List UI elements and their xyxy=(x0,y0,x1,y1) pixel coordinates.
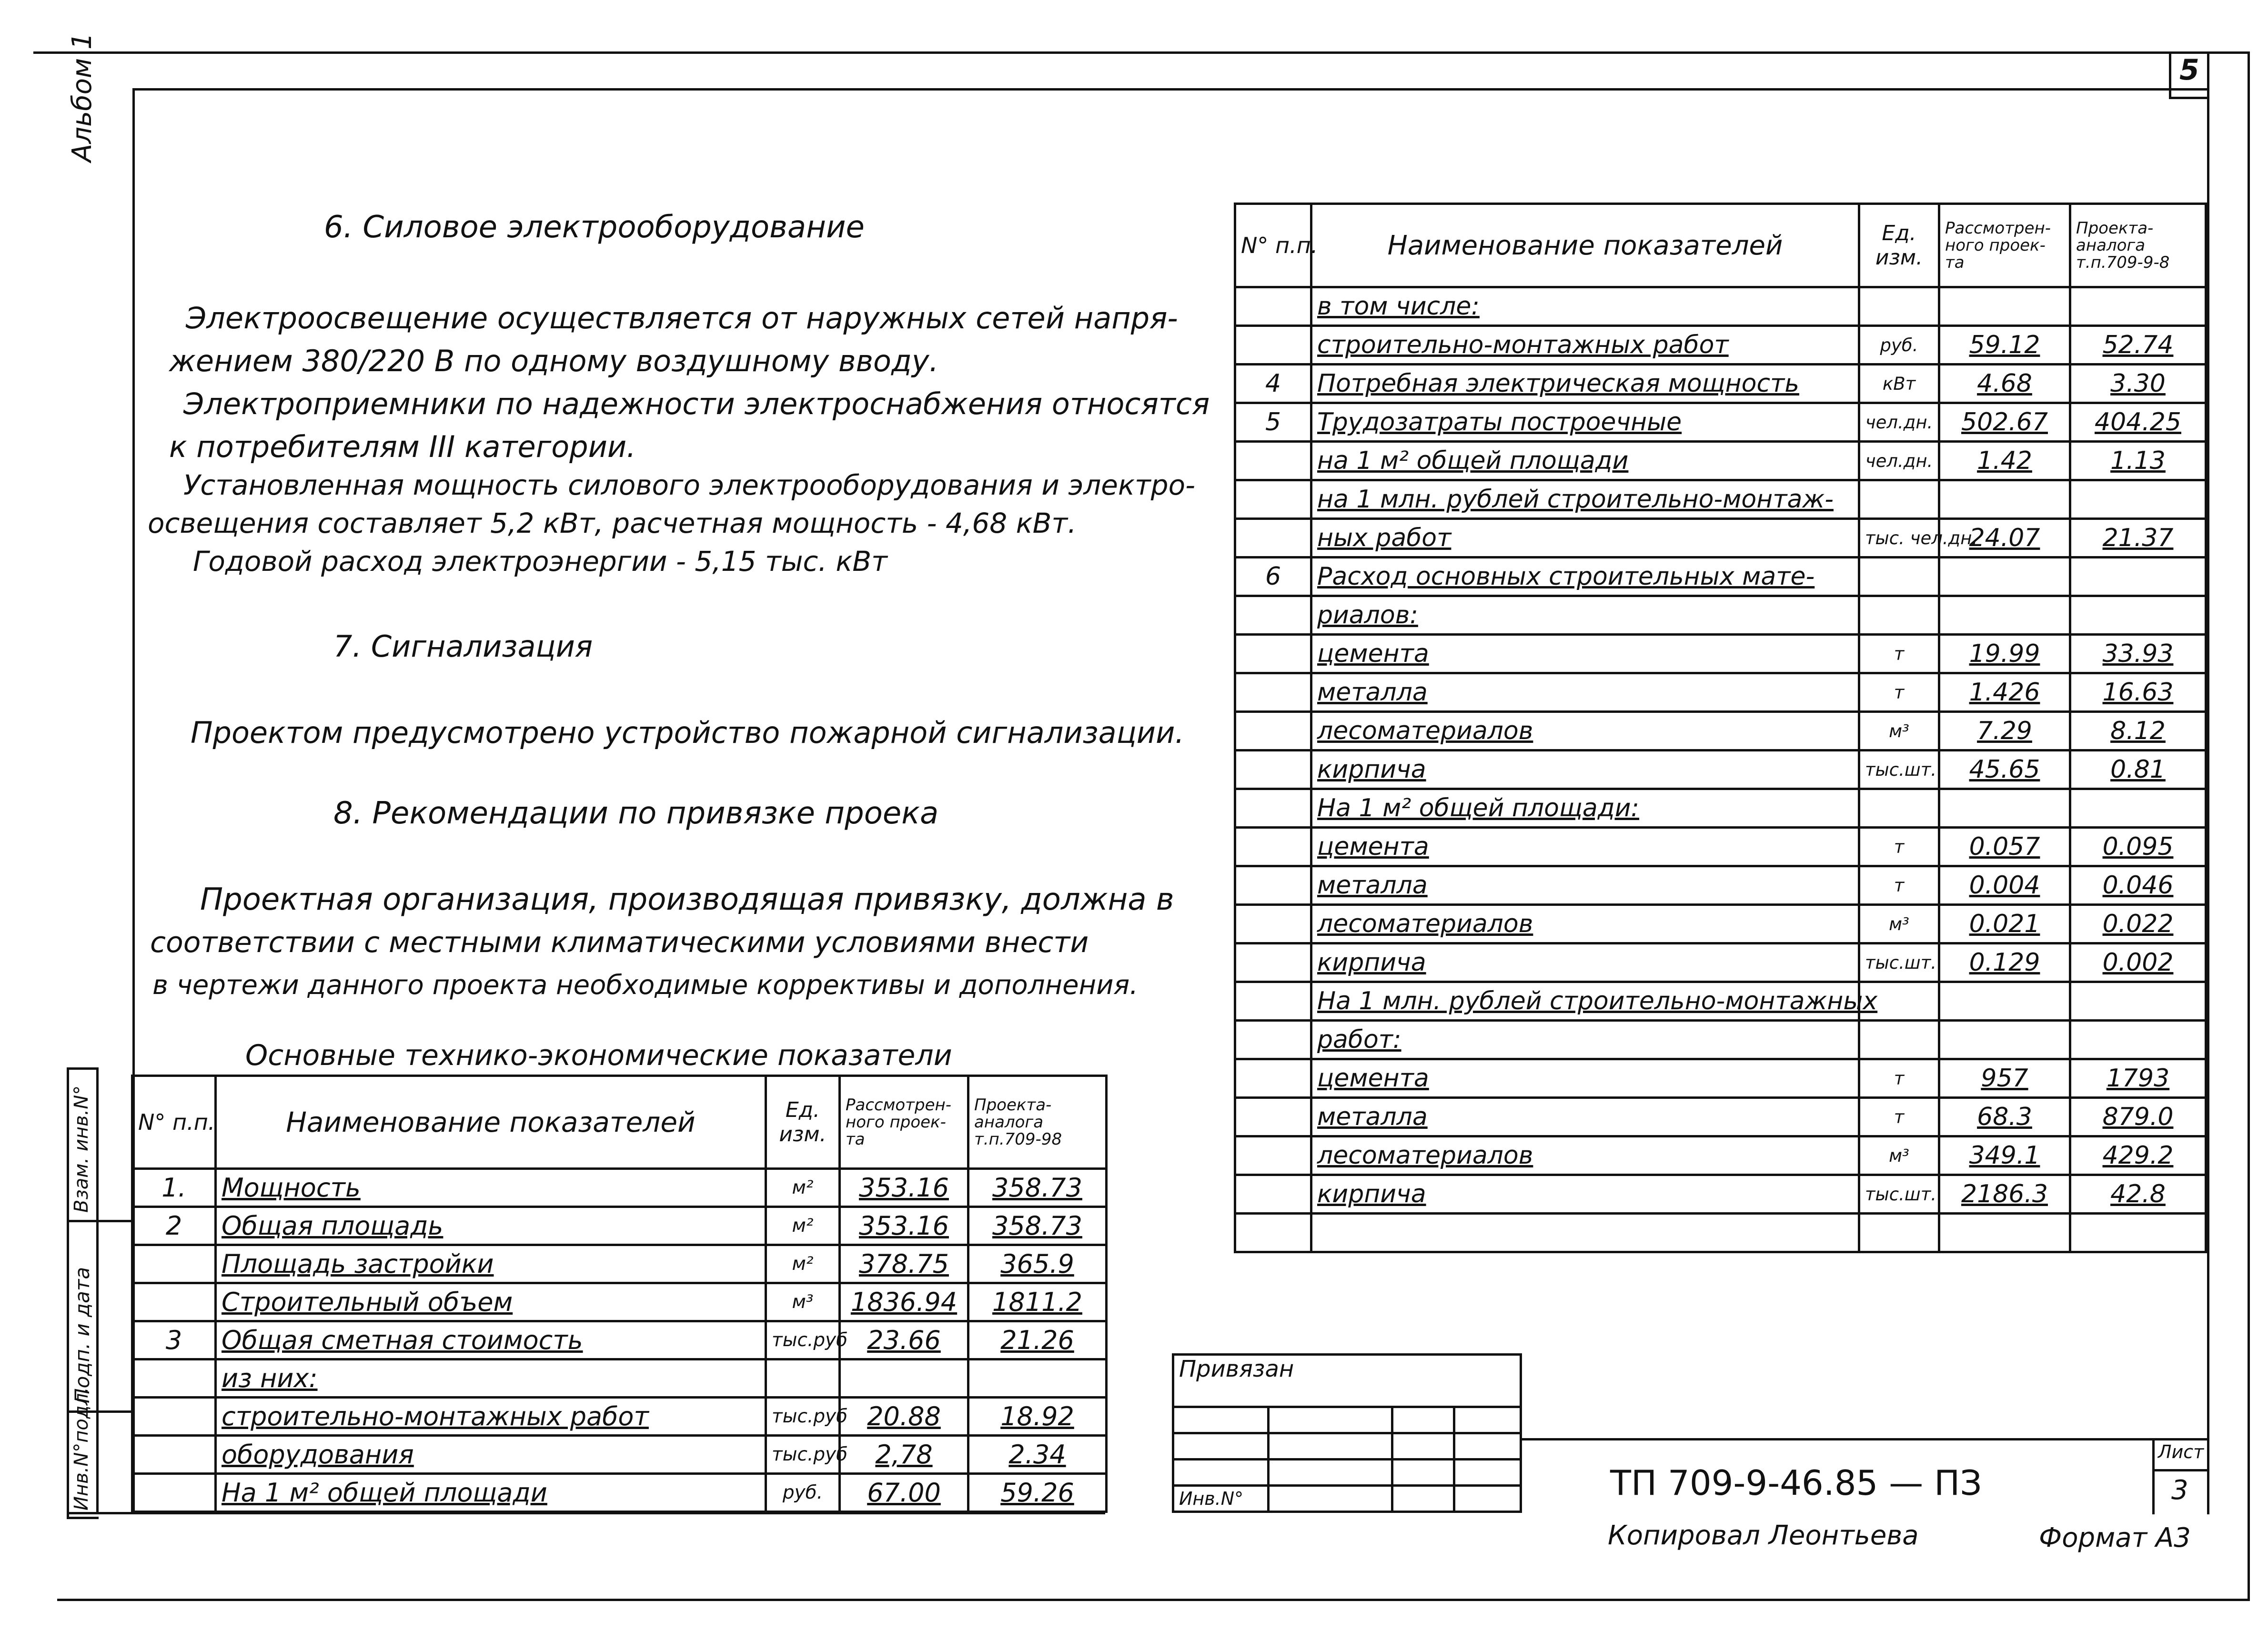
cell-unit: тыс.шт. xyxy=(1859,751,1939,789)
cell-name: лесоматериалов xyxy=(1311,1136,1859,1175)
table-row xyxy=(1235,519,2206,558)
cell-name: лесоматериалов xyxy=(1311,712,1859,751)
cell-num: 5 xyxy=(1235,403,1311,442)
side-label: Альбом 1 xyxy=(67,32,98,162)
cell-analog: 365.9 xyxy=(968,1245,1107,1283)
section6-line-2: жением 380/220 В по одному воздушному вводу. xyxy=(169,344,939,378)
cell-analog: 1.13 xyxy=(2070,442,2206,480)
cell-unit: м³ xyxy=(1859,1136,1939,1175)
cell-unit: тыс.руб xyxy=(766,1398,840,1436)
inner-top-border xyxy=(132,88,2209,91)
section6-line-4: к потребителям III категории. xyxy=(169,429,636,464)
sheet-number: 3 xyxy=(2171,1475,2188,1506)
cell-considered: 4.68 xyxy=(1939,365,2070,403)
cell-unit: тыс.шт. xyxy=(1859,1175,1939,1214)
cell-name: цемента xyxy=(1311,1059,1859,1098)
header-unit: Ед. изм. xyxy=(766,1076,840,1169)
cell-num xyxy=(1235,789,1311,828)
section7-text: Проектом предусмотрено устройство пожарной сигнализации. xyxy=(191,715,1185,750)
cell-num: 2 xyxy=(132,1207,216,1245)
cell-analog: 0.81 xyxy=(2070,751,2206,789)
cell-analog: 0.002 xyxy=(2070,943,2206,982)
cell-analog: 429.2 xyxy=(2070,1136,2206,1175)
inner-right-border xyxy=(2207,52,2209,1514)
cell-num xyxy=(1235,1175,1311,1214)
cell-name: Трудозатраты построечные xyxy=(1311,403,1859,442)
cell-considered: 957 xyxy=(1939,1059,2070,1098)
cell-considered: 502.67 xyxy=(1939,403,2070,442)
cell-num xyxy=(1235,480,1311,519)
cell-unit xyxy=(766,1359,840,1398)
cell-analog xyxy=(2070,596,2206,635)
cell-analog: 21.26 xyxy=(968,1321,1107,1359)
cell-unit: т xyxy=(1859,828,1939,866)
cell-analog: 2.34 xyxy=(968,1436,1107,1474)
cell-name: Потребная электрическая мощность xyxy=(1311,365,1859,403)
cell-analog: 1811.2 xyxy=(968,1283,1107,1321)
side-stamp-divider xyxy=(96,1067,99,1514)
section8-heading: 8. Рекомендации по привязке проека xyxy=(333,796,939,831)
table-row xyxy=(1235,673,2206,712)
table-row xyxy=(1235,905,2206,943)
table-row xyxy=(1235,943,2206,982)
cell-considered: 0.021 xyxy=(1939,905,2070,943)
cell-unit: чел.дн. xyxy=(1859,403,1939,442)
cell-num xyxy=(1235,905,1311,943)
cell-analog: 0.022 xyxy=(2070,905,2206,943)
cell-analog: 8.12 xyxy=(2070,712,2206,751)
cell-name: Мощность xyxy=(216,1169,766,1207)
cell-name: Расход основных строительных мате- xyxy=(1311,558,1859,596)
left-table-header xyxy=(132,1076,1107,1169)
table-row xyxy=(1235,1021,2206,1059)
cell-unit xyxy=(1859,1021,1939,1059)
cell-considered: 45.65 xyxy=(1939,751,2070,789)
cell-name: кирпича xyxy=(1311,1175,1859,1214)
table-row xyxy=(1235,442,2206,480)
cell-considered xyxy=(1939,1214,2070,1252)
cell-num xyxy=(132,1398,216,1436)
cell-analog: 0.046 xyxy=(2070,866,2206,905)
cell-considered: 67.00 xyxy=(840,1474,968,1512)
cell-num xyxy=(1235,1059,1311,1098)
table-row xyxy=(132,1398,1107,1436)
side-stamp-label-replace: Взам. инв.N° xyxy=(71,1085,92,1213)
table-row xyxy=(1235,403,2206,442)
side-stamp-label-sign: Подп. и дата xyxy=(71,1267,94,1403)
cell-num xyxy=(1235,828,1311,866)
cell-unit: т xyxy=(1859,1098,1939,1136)
cell-num xyxy=(1235,287,1311,326)
cell-unit: т xyxy=(1859,635,1939,673)
cell-num xyxy=(1235,712,1311,751)
cell-analog: 358.73 xyxy=(968,1169,1107,1207)
cell-num xyxy=(132,1245,216,1283)
frame-bottom xyxy=(57,1599,2250,1601)
cell-considered: 0.004 xyxy=(1939,866,2070,905)
cell-unit: руб. xyxy=(766,1474,840,1512)
cell-considered: 23.66 xyxy=(840,1321,968,1359)
cell-unit xyxy=(1859,480,1939,519)
cell-name: цемента xyxy=(1311,635,1859,673)
cell-unit: м² xyxy=(766,1207,840,1245)
table-row xyxy=(132,1283,1107,1321)
table-row xyxy=(1235,1214,2206,1252)
frame-top xyxy=(33,51,2248,54)
sheet-label: Лист xyxy=(2158,1441,2204,1462)
cell-name: строительно-монтажных работ xyxy=(1311,326,1859,365)
cell-unit: руб. xyxy=(1859,326,1939,365)
table-row xyxy=(1235,480,2206,519)
cell-name: Общая площадь xyxy=(216,1207,766,1245)
cell-considered: 349.1 xyxy=(1939,1136,2070,1175)
cell-num xyxy=(1235,1021,1311,1059)
cell-unit: м³ xyxy=(1859,712,1939,751)
table-row xyxy=(1235,712,2206,751)
table-row xyxy=(1235,287,2206,326)
table-row xyxy=(1235,558,2206,596)
cell-analog: 3.30 xyxy=(2070,365,2206,403)
cell-name: Площадь застройки xyxy=(216,1245,766,1283)
cell-considered: 19.99 xyxy=(1939,635,2070,673)
cell-unit: кВт xyxy=(1859,365,1939,403)
section8-line-2: соответствии с местными климатическими условиями внести xyxy=(150,926,1089,959)
cell-considered: 24.07 xyxy=(1939,519,2070,558)
inv-no-label: Инв.N° xyxy=(1173,1486,1269,1512)
cell-num xyxy=(1235,943,1311,982)
cell-name: Общая сметная стоимость xyxy=(216,1321,766,1359)
cell-considered: 353.16 xyxy=(840,1207,968,1245)
cell-name: металла xyxy=(1311,673,1859,712)
cell-analog xyxy=(2070,982,2206,1021)
cell-num: 4 xyxy=(1235,365,1311,403)
cell-name: из них: xyxy=(216,1359,766,1398)
cell-unit xyxy=(1859,789,1939,828)
table-row xyxy=(1235,866,2206,905)
table-row xyxy=(132,1245,1107,1283)
cell-num xyxy=(132,1436,216,1474)
right-table-header xyxy=(1235,204,2206,287)
cell-name: на 1 млн. рублей строительно-монтаж- xyxy=(1311,480,1859,519)
table-row xyxy=(132,1474,1107,1512)
cell-name: металла xyxy=(1311,866,1859,905)
cell-analog: 59.26 xyxy=(968,1474,1107,1512)
cell-analog: 879.0 xyxy=(2070,1098,2206,1136)
header-analog: Проекта-аналога т.п.709-98 xyxy=(968,1076,1107,1169)
cell-analog xyxy=(2070,1021,2206,1059)
cell-num xyxy=(132,1474,216,1512)
section6-line-6: освещения составляет 5,2 кВт, расчетная мощность - 4,68 кВт. xyxy=(148,507,1077,539)
table-row xyxy=(1235,789,2206,828)
cell-unit: м³ xyxy=(766,1283,840,1321)
cell-num xyxy=(1235,326,1311,365)
cell-analog: 404.25 xyxy=(2070,403,2206,442)
cell-analog xyxy=(968,1359,1107,1398)
cell-unit: тыс.руб xyxy=(766,1321,840,1359)
header-unit: Ед. изм. xyxy=(1859,204,1939,287)
cell-analog: 0.095 xyxy=(2070,828,2206,866)
header-num: N° п.п. xyxy=(1235,204,1311,287)
cell-name: риалов: xyxy=(1311,596,1859,635)
cell-analog: 21.37 xyxy=(2070,519,2206,558)
cell-num xyxy=(1235,673,1311,712)
section6-line-7: Годовой расход электроэнергии - 5,15 тыс. кВт xyxy=(193,545,887,578)
cell-num xyxy=(1235,1136,1311,1175)
sheet-number-sep xyxy=(2152,1469,2207,1471)
table-row xyxy=(132,1321,1107,1359)
cell-considered: 1.426 xyxy=(1939,673,2070,712)
sheet-corner-number: 5 xyxy=(2179,53,2199,87)
table-row xyxy=(1235,751,2206,789)
cell-num xyxy=(1235,751,1311,789)
paper-format: Формат А3 xyxy=(2039,1522,2191,1553)
cell-considered: 20.88 xyxy=(840,1398,968,1436)
cell-num xyxy=(1235,982,1311,1021)
cell-num xyxy=(1235,866,1311,905)
section6-line-1: Электроосвещение осуществляется от наружных сетей напря- xyxy=(186,301,1178,335)
cell-unit: т xyxy=(1859,866,1939,905)
cell-num xyxy=(1235,1098,1311,1136)
header-considered: Рассмотрен-ного проек-та xyxy=(1939,204,2070,287)
section8-line-3: в чертежи данного проекта необходимые коррективы и дополнения. xyxy=(152,970,1139,1001)
cell-unit xyxy=(1859,558,1939,596)
section8-line-1: Проектная организация, производящая привязку, должна в xyxy=(200,882,1174,917)
cell-analog xyxy=(2070,1214,2206,1252)
cell-unit: тыс. чел.дн. xyxy=(1859,519,1939,558)
cell-considered xyxy=(1939,789,2070,828)
section6-heading: 6. Силовое электрооборудование xyxy=(324,210,865,245)
cell-name: На 1 м² общей площади xyxy=(216,1474,766,1512)
cell-name xyxy=(1311,1214,1859,1252)
cell-considered xyxy=(1939,287,2070,326)
cell-name: в том числе: xyxy=(1311,287,1859,326)
cell-name: металла xyxy=(1311,1098,1859,1136)
cell-name: цемента xyxy=(1311,828,1859,866)
table-row xyxy=(1235,596,2206,635)
cell-considered xyxy=(1939,982,2070,1021)
section6-line-3: Электроприемники по надежности электроснабжения относятся xyxy=(183,386,1210,421)
cell-considered: 353.16 xyxy=(840,1169,968,1207)
cell-considered xyxy=(1939,1021,2070,1059)
table-row xyxy=(1235,1098,2206,1136)
cell-considered: 2186.3 xyxy=(1939,1175,2070,1214)
left-indicators-table xyxy=(131,1075,1108,1513)
table-row xyxy=(1235,828,2206,866)
table-row xyxy=(132,1169,1107,1207)
table-row xyxy=(1235,1175,2206,1214)
side-stamp-sep-2 xyxy=(67,1220,133,1222)
table-row xyxy=(132,1207,1107,1245)
cell-num xyxy=(1235,596,1311,635)
cell-name: Строительный объем xyxy=(216,1283,766,1321)
table-row xyxy=(132,1359,1107,1398)
cell-unit: тыс.руб xyxy=(766,1436,840,1474)
cell-num xyxy=(1235,635,1311,673)
table-row xyxy=(1235,365,2206,403)
cell-considered: 0.129 xyxy=(1939,943,2070,982)
cell-num: 6 xyxy=(1235,558,1311,596)
table-row xyxy=(1235,1059,2206,1098)
copied-by: Копировал Леонтьева xyxy=(1608,1520,1919,1551)
cell-analog xyxy=(2070,287,2206,326)
cell-name: ных работ xyxy=(1311,519,1859,558)
table-row xyxy=(1235,635,2206,673)
frame-right xyxy=(2248,51,2250,1600)
table-row xyxy=(1235,1136,2206,1175)
cell-analog: 1793 xyxy=(2070,1059,2206,1098)
cell-name: лесоматериалов xyxy=(1311,905,1859,943)
cell-unit: м² xyxy=(766,1169,840,1207)
cell-unit xyxy=(1859,287,1939,326)
cell-analog xyxy=(2070,789,2206,828)
cell-analog: 18.92 xyxy=(968,1398,1107,1436)
cell-unit xyxy=(1859,1214,1939,1252)
cell-name: На 1 млн. рублей строительно-монтажных xyxy=(1311,982,1859,1021)
cell-name: На 1 м² общей площади: xyxy=(1311,789,1859,828)
header-num: N° п.п. xyxy=(132,1076,216,1169)
cell-num xyxy=(1235,1214,1311,1252)
cell-num xyxy=(132,1359,216,1398)
cell-unit: тыс.шт. xyxy=(1859,943,1939,982)
cell-unit: т xyxy=(1859,1059,1939,1098)
cell-name: работ: xyxy=(1311,1021,1859,1059)
cell-unit: м³ xyxy=(1859,905,1939,943)
cell-name: кирпича xyxy=(1311,751,1859,789)
table-row xyxy=(1235,982,2206,1021)
privyazan-stamp xyxy=(1172,1353,1522,1513)
side-stamp-label-inv: Инв.N°подл. xyxy=(71,1387,92,1511)
left-table-title: Основные технико-экономические показатели xyxy=(245,1039,952,1072)
cell-name: строительно-монтажных работ xyxy=(216,1398,766,1436)
cell-considered xyxy=(1939,596,2070,635)
cell-considered: 2,78 xyxy=(840,1436,968,1474)
cell-considered xyxy=(1939,480,2070,519)
cell-considered: 1836.94 xyxy=(840,1283,968,1321)
cell-considered xyxy=(1939,558,2070,596)
cell-considered: 378.75 xyxy=(840,1245,968,1283)
title-block-top xyxy=(1520,1438,2209,1440)
cell-analog xyxy=(2070,558,2206,596)
header-analog: Проекта-аналога т.п.709-9-8 xyxy=(2070,204,2206,287)
cell-analog: 16.63 xyxy=(2070,673,2206,712)
table-row xyxy=(1235,326,2206,365)
cell-unit: чел.дн. xyxy=(1859,442,1939,480)
cell-analog: 33.93 xyxy=(2070,635,2206,673)
privyazan-label: Привязан xyxy=(1173,1355,1521,1407)
right-indicators-table xyxy=(1234,203,2207,1253)
table-row xyxy=(132,1436,1107,1474)
section6-line-5: Установленная мощность силового электрооборудования и электро- xyxy=(183,469,1195,501)
header-name: Наименование показателей xyxy=(216,1076,766,1169)
cell-analog: 52.74 xyxy=(2070,326,2206,365)
cell-considered xyxy=(840,1359,968,1398)
cell-considered: 0.057 xyxy=(1939,828,2070,866)
header-considered: Рассмотрен-ного проек-та xyxy=(840,1076,968,1169)
header-name: Наименование показателей xyxy=(1311,204,1859,287)
cell-analog xyxy=(2070,480,2206,519)
cell-name: на 1 м² общей площади xyxy=(1311,442,1859,480)
cell-num xyxy=(132,1283,216,1321)
section7-heading: 7. Сигнализация xyxy=(333,629,593,664)
cell-num xyxy=(1235,442,1311,480)
cell-analog: 358.73 xyxy=(968,1207,1107,1245)
cell-num: 1. xyxy=(132,1169,216,1207)
cell-name: оборудования xyxy=(216,1436,766,1474)
cell-considered: 59.12 xyxy=(1939,326,2070,365)
cell-considered: 68.3 xyxy=(1939,1098,2070,1136)
cell-name: кирпича xyxy=(1311,943,1859,982)
document-code: ТП 709-9-46.85 — ПЗ xyxy=(1610,1463,1982,1503)
cell-unit: т xyxy=(1859,673,1939,712)
cell-analog: 42.8 xyxy=(2070,1175,2206,1214)
cell-unit xyxy=(1859,596,1939,635)
cell-num xyxy=(1235,519,1311,558)
cell-unit: м² xyxy=(766,1245,840,1283)
cell-num: 3 xyxy=(132,1321,216,1359)
cell-considered: 1.42 xyxy=(1939,442,2070,480)
cell-considered: 7.29 xyxy=(1939,712,2070,751)
